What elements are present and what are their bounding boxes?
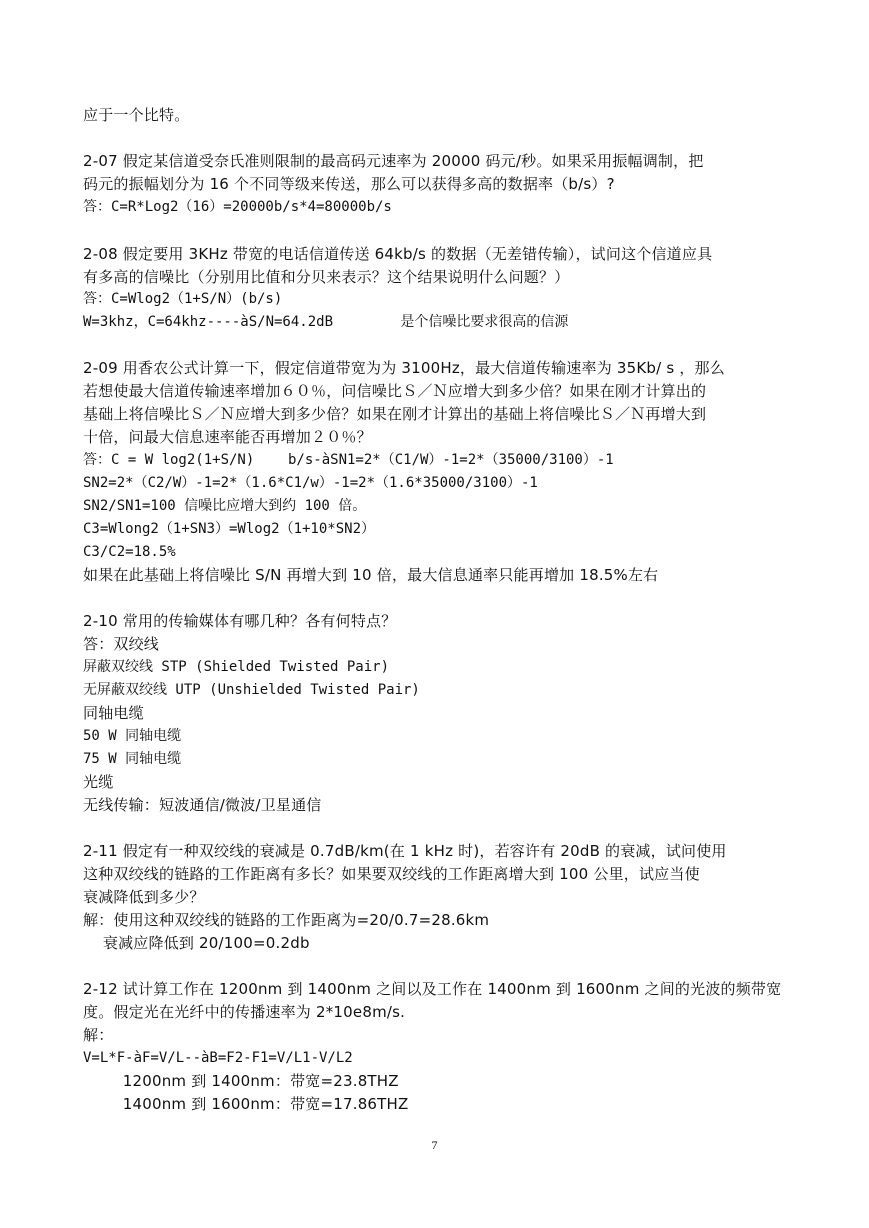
answer-2-09-line-2: SN2=2*（C2/W）-1=2*（1.6*C1/w）-1=2*（1.6*35000/3100）-1 [83, 475, 538, 491]
answer-2-11-line-2: 衰减应降低到 20/100=0.2db [83, 934, 310, 952]
question-2-12-line-2: 度。假定光在光纤中的传播速率为 2*10e8m/s. [83, 1003, 406, 1021]
answer-2-10-line-5: 50 W 同轴电缆 [83, 728, 182, 744]
question-2-08-line-2: 有多高的信噪比（分别用比值和分贝来表示？这个结果说明什么问题？） [83, 268, 570, 286]
answer-2-10-line-4: 同轴电缆 [83, 704, 144, 722]
answer-2-10-line-6: 75 W 同轴电缆 [83, 751, 182, 767]
question-2-11-line-2: 这种双绞线的链路的工作距离有多长？如果要双绞线的工作距离增大到 100 公里，试应当使 [83, 865, 700, 883]
question-2-08-line-1: 2-08 假定要用 3KHz 带宽的电话信道传送 64kb/s 的数据（无差错传输），试问这个信道应具 [83, 245, 713, 263]
answer-2-09-line-3: SN2/SN1=100 信噪比应增大到约 100 倍。 [83, 498, 367, 514]
question-2-11-line-1: 2-11 假定有一种双绞线的衰减是 0.7dB/km(在 1 kHz 时)，若容许有 20dB 的衰减，试问使用 [83, 842, 727, 860]
answer-2-12-label: 解： [83, 1026, 114, 1044]
answer-2-12-line-1: V=L*F-àF=V/L--àB=F2-F1=V/L1-V/L2 [83, 1050, 353, 1066]
question-2-10: 2-10 常用的传输媒体有哪几种？各有何特点？ [83, 612, 397, 630]
question-2-11-line-3: 衰减降低到多少？ [83, 888, 205, 906]
question-2-09-line-4: 十倍，问最大信息速率能否再增加２０％？ [83, 428, 372, 446]
question-2-09-line-2: 若想使最大信道传输速率增加６０％，问信噪比Ｓ／Ｎ应增大到多少倍？如果在刚才计算出的 [83, 382, 707, 400]
answer-2-07: 答：C=R*Log2（16）=20000b/s*4=80000b/s [83, 199, 392, 215]
question-2-12-line-1: 2-12 试计算工作在 1200nm 到 1400nm 之间以及工作在 1400nm 到 1600nm 之间的光波的频带宽 [83, 980, 782, 998]
answer-2-09-line-6: 如果在此基础上将信噪比 S/N 再增大到 10 倍，最大信息通率只能再增加 18.5%左右 [83, 566, 659, 584]
answer-2-09-line-1: 答：C = W log2(1+S/N) b/s-àSN1=2*（C1/W）-1=2*（35000/3100）-1 [83, 452, 614, 468]
answer-2-08-line-1: 答：C=Wlog2（1+S/N）(b/s) [83, 291, 283, 307]
answer-2-12-line-2: 1200nm 到 1400nm：带宽=23.8THZ [83, 1072, 399, 1090]
answer-2-10-line-3: 无屏蔽双绞线 UTP (Unshielded Twisted Pair) [83, 682, 420, 698]
answer-2-08-line-2: W=3khz，C=64khz----àS/N=64.2dB 是个信噪比要求很高的信源 [83, 314, 569, 330]
page-number: 7 [431, 1138, 438, 1152]
question-2-09-line-3: 基础上将信噪比Ｓ／Ｎ应增大到多少倍？如果在刚才计算出的基础上将信噪比Ｓ／Ｎ再增大到 [83, 405, 707, 423]
answer-2-09-line-4: C3=Wlong2（1+SN3）=Wlog2（1+10*SN2） [83, 521, 376, 537]
answer-2-10-line-2: 屏蔽双绞线 STP (Shielded Twisted Pair) [83, 659, 390, 675]
answer-2-10-line-7: 光缆 [83, 773, 114, 791]
answer-2-10-line-8: 无线传输：短波通信/微波/卫星通信 [83, 796, 322, 814]
question-2-09-line-1: 2-09 用香农公式计算一下，假定信道带宽为为 3100Hz，最大信道传输速率为 35Kb/ s ，那么 [83, 359, 725, 377]
answer-2-10-line-1: 答：双绞线 [83, 635, 160, 653]
answer-2-12-line-3: 1400nm 到 1600nm：带宽=17.86THZ [83, 1095, 409, 1113]
question-2-07-line-1: 2-07 假定某信道受奈氏准则限制的最高码元速率为 20000 码元/秒。如果采用振幅调制，把 [83, 152, 704, 170]
answer-2-09-line-5: C3/C2=18.5% [83, 544, 176, 560]
question-2-07-line-2: 码元的振幅划分为 16 个不同等级来传送，那么可以获得多高的数据率（b/s）? [83, 175, 615, 193]
text-line: 应于一个比特。 [83, 106, 190, 124]
answer-2-11-line-1: 解：使用这种双绞线的链路的工作距离为=20/0.7=28.6km [83, 911, 490, 929]
